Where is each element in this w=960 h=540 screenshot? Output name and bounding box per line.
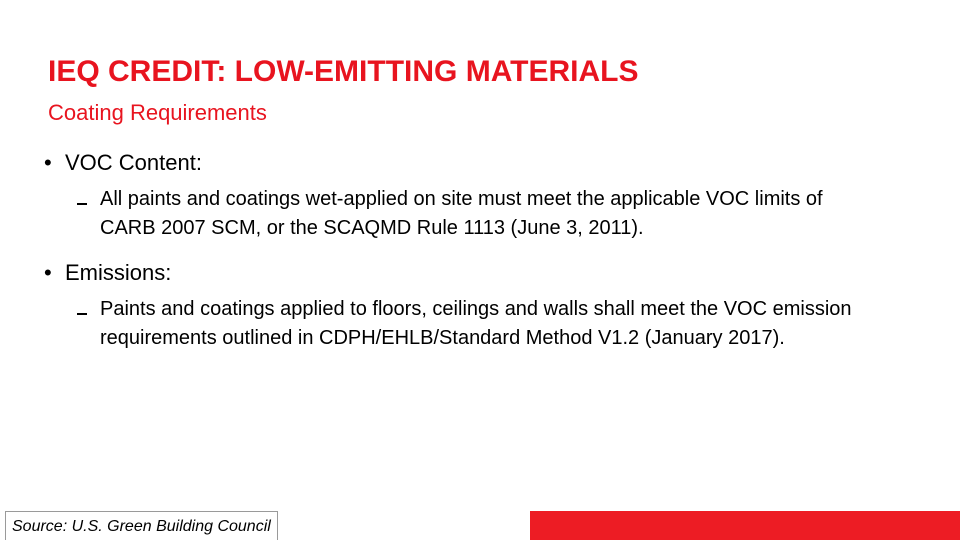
bullet-marker: • (44, 260, 52, 285)
slide-title: IEQ CREDIT: LOW-EMITTING MATERIALS (48, 55, 639, 88)
sub-bullet-emissions (74, 295, 924, 353)
dash-marker-icon (74, 185, 100, 243)
bullet-emissions (44, 258, 924, 288)
sub-bullet-text: Paints and coatings applied to floors, ceilings and walls shall meet the VOC emission requirements outlined in CDPH/EHLB/Standard Method V1.2 (January 2017). (100, 298, 852, 349)
bullet-label: Emissions: (65, 260, 172, 285)
source-citation: Source: U.S. Green Building Council (5, 511, 278, 540)
bullet-label: VOC Content: (65, 150, 202, 175)
content-body (44, 148, 924, 353)
sub-bullet-voc-content (74, 185, 924, 243)
slide-subtitle: Coating Requirements (48, 100, 267, 125)
bullet-group-emissions (44, 258, 924, 353)
bullet-voc-content (44, 148, 924, 178)
bullet-group-voc-content (44, 148, 924, 243)
dash-marker-icon (74, 295, 100, 353)
bullet-marker: • (44, 150, 52, 175)
sub-bullet-text: All paints and coatings wet-applied on site must meet the applicable VOC limits of CARB 2007 SCM, or the SCAQMD Rule 1113 (June 3, 2011). (100, 188, 823, 239)
footer-red-bar (530, 511, 960, 540)
